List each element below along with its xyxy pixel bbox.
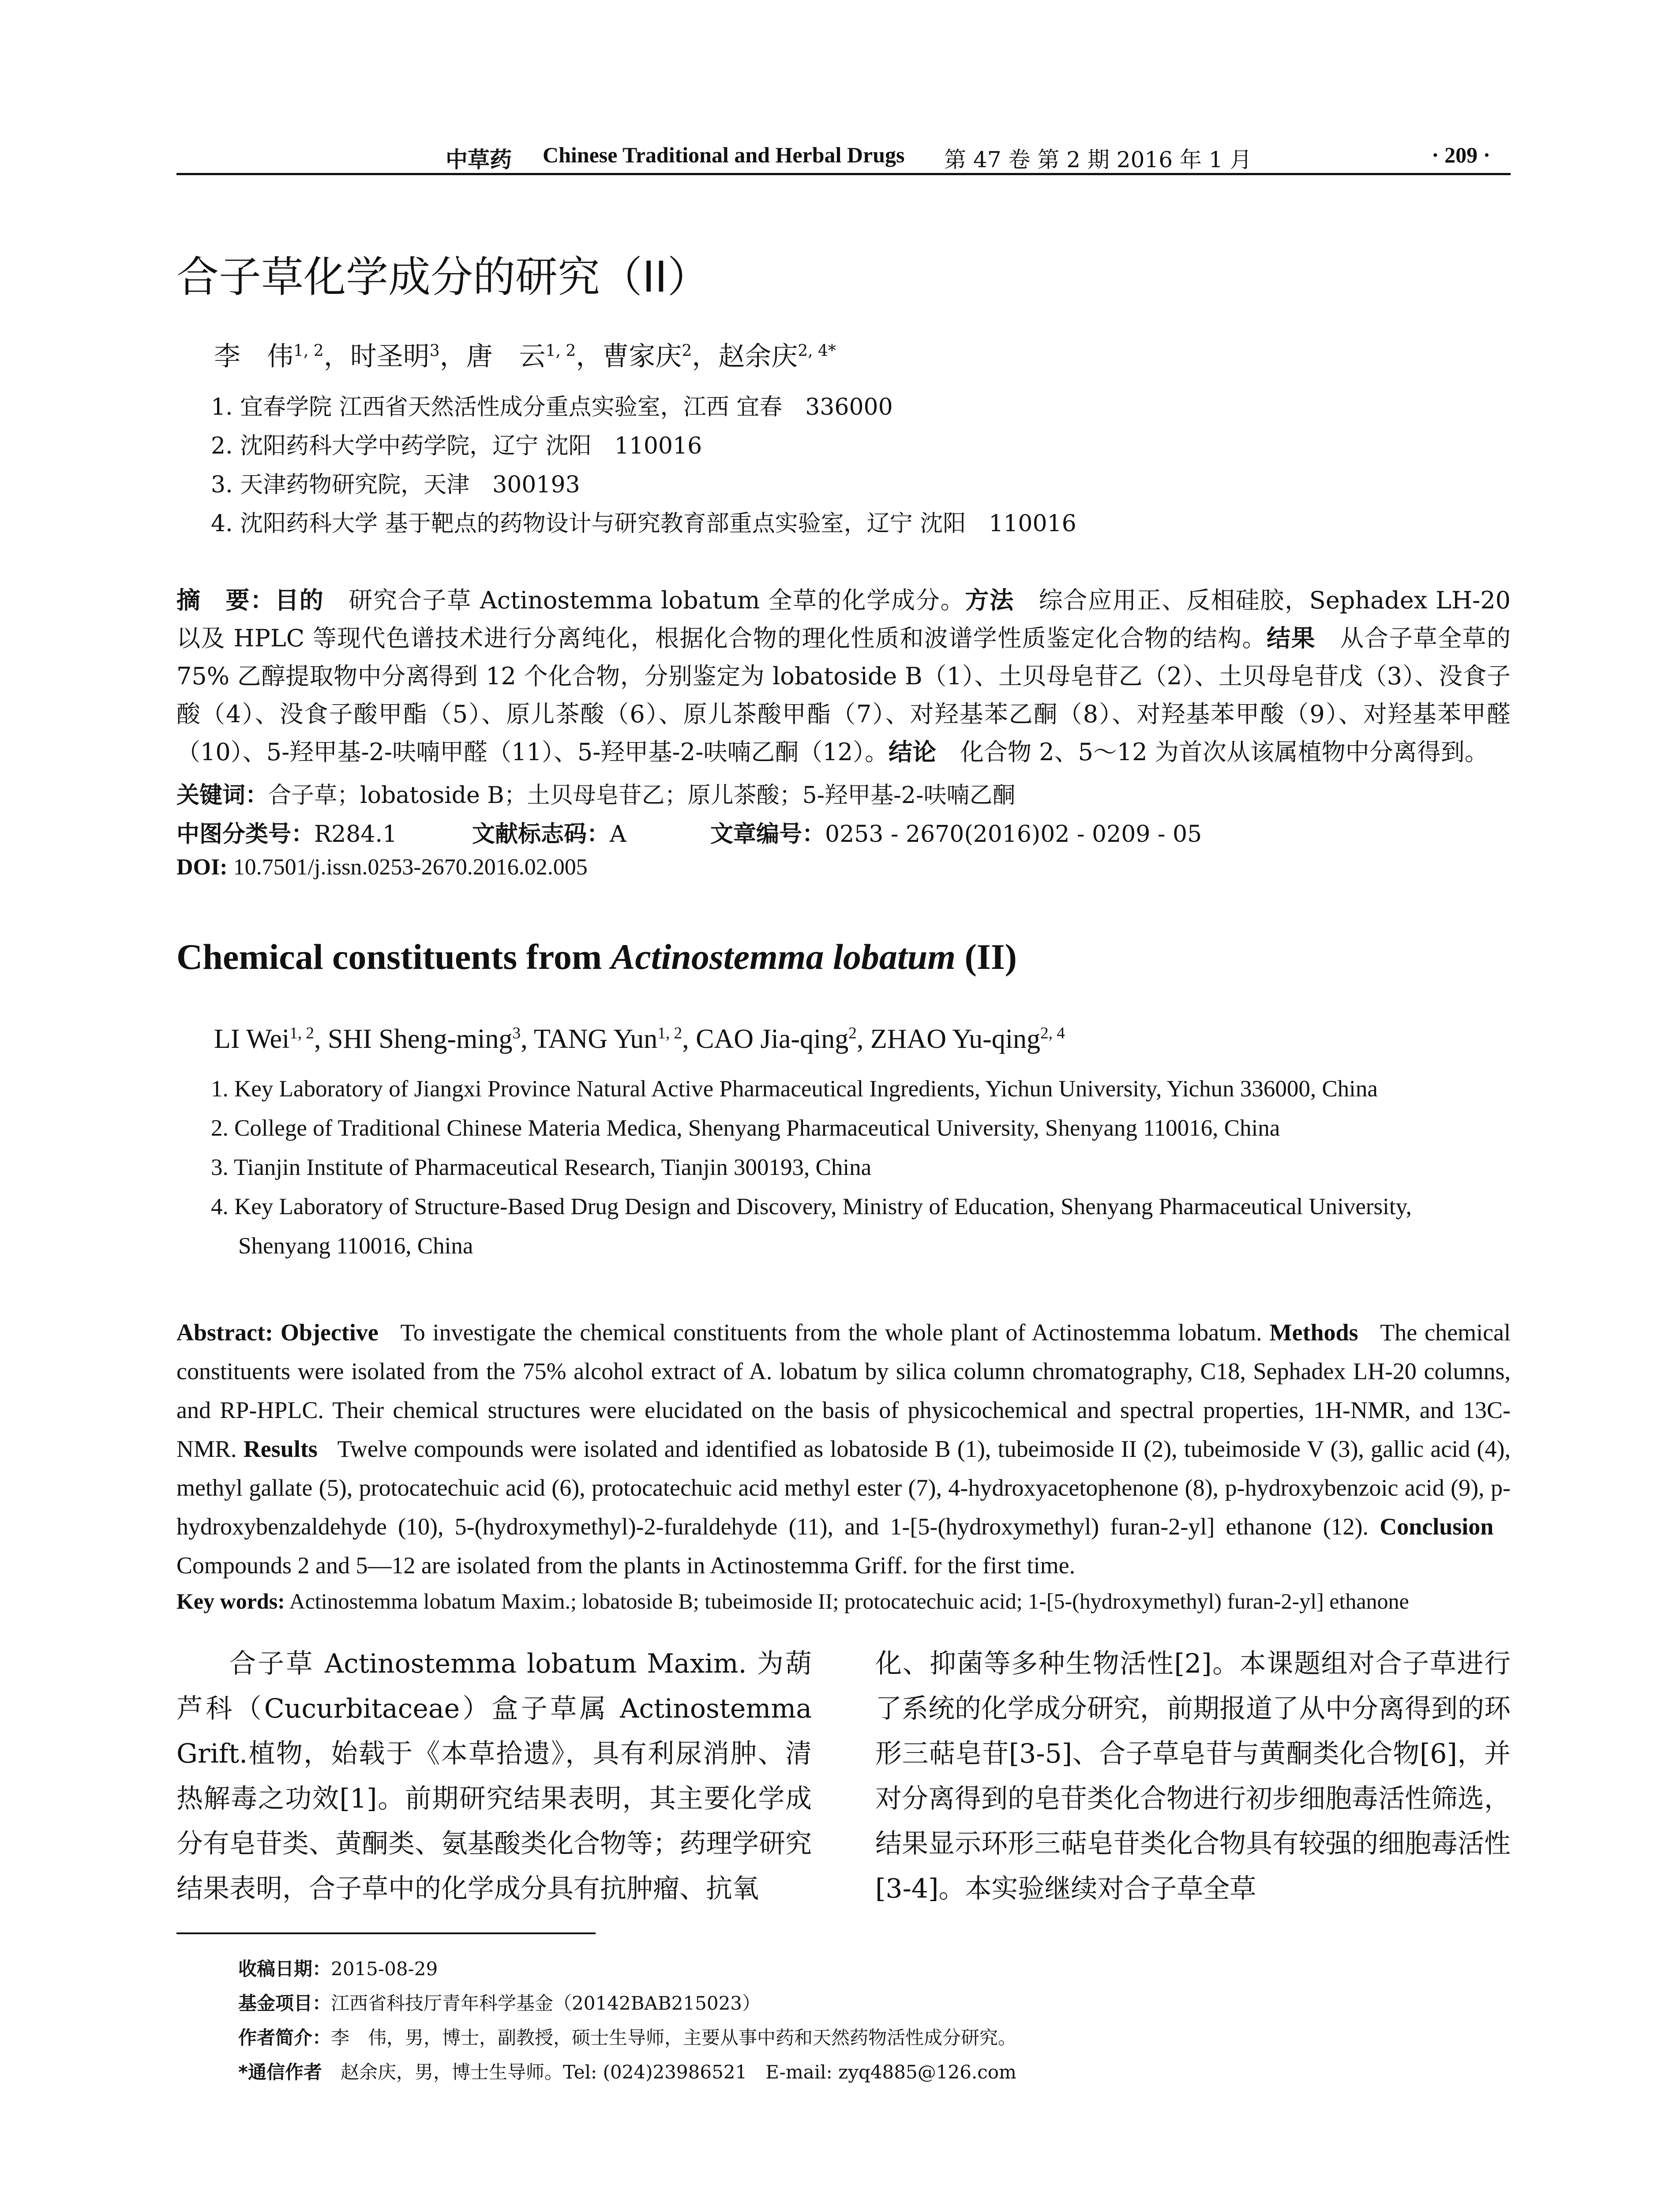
doc-code-value: A — [610, 821, 626, 848]
footnote-rule — [176, 1932, 596, 1934]
classification-doc — [472, 815, 626, 848]
abstract-en-conclusion-label: Conclusion — [1380, 1513, 1494, 1540]
keywords-cn-label: 关键词： — [176, 782, 269, 809]
body-right-column: 化、抑菌等多种生物活性[2]。本课题组对合子草进行了系统的化学成分研究，前期报道了从中分离得到的环形三萜皂苷[3-5]、合子草皂苷与黄酮类化合物[6]，并对分离得到的皂苷类化合物进行初步细胞毒活性筛选，结果显示环形三萜皂苷类化合物具有较强的细胞毒活性[3-4]。本实验继续对合子草全草 — [875, 1648, 1511, 1904]
received-date: 2015-08-29 — [331, 1958, 438, 1980]
keywords-en-text: Actinostemma lobatum Maxim.; lobatoside B; tubeimoside II; protocatechuic acid; 1-[5-(hydroxymethyl) furan-2-yl] ethanone — [289, 1589, 1409, 1613]
abstract-en-label: Abstract: — [176, 1319, 273, 1346]
abstract-cn-label: 摘 要： — [176, 586, 275, 614]
affiliation-cn-3: 3. 天津药物研究院，天津 300193 — [211, 472, 580, 498]
doi-value[interactable]: 10.7501/j.issn.0253-2670.2016.02.005 — [233, 855, 588, 880]
clc-label: 中图分类号： — [176, 821, 315, 848]
abstract-cn-methods: 综合应用正、反相硅胶，Sephadex LH-20 以及 HPLC 等现代色谱技术进行分离纯化，根据化合物的理化性质和波谱学性质鉴定化合物的结构。 — [176, 586, 1511, 652]
abstract-cn-objective: 研究合子草 Actinostemma lobatum 全草的化学成分。 — [349, 586, 965, 614]
keywords-cn-text: 合子草；lobatoside B；土贝母皂苷乙；原儿茶酸；5-羟甲基-2-呋喃乙酮 — [268, 782, 1016, 809]
keywords-cn — [176, 777, 1015, 810]
authors-cn: 李 伟$^{1, 2}$，时圣明$^3$，唐 云$^{1, 2}$，曹家庆$^2$，赵余庆$^{2, 4*}$ — [214, 341, 836, 372]
corresponding-label: *通信作者 — [238, 2061, 322, 2083]
fund-text: 江西省科技厅青年科学基金（20142BAB215023） — [331, 1992, 761, 2014]
abstract-en-results-label: Results — [243, 1436, 318, 1462]
affiliation-cn-4: 4. 沈阳药科大学 基于靶点的药物设计与研究教育部重点实验室，辽宁 沈阳 110016 — [211, 510, 1076, 537]
corresponding-text: 赵余庆，男，博士生导师。Tel: (024)23986521 E-mail: zyq4885@126.com — [340, 2061, 1016, 2083]
abstract-cn — [176, 582, 1511, 771]
abstract-cn-methods-label: 方法 — [965, 586, 1014, 614]
abstract-cn-results: 从合子草全草的 75% 乙醇提取物中分离得到 12 个化合物，分别鉴定为 lobatoside B（1）、土贝母皂苷乙（2）、土贝母皂苷戊（3）、没食子酸（4）、没食子酸甲酯（5）、原儿茶酸（6）、原儿茶酸甲酯（7）、对羟基苯乙酮（8）、对羟基苯甲酸（9）、对羟基苯甲醛（10）、5-羟甲基-2-呋喃甲醛（11）、5-羟甲基-2-呋喃乙酮（12）。 — [176, 624, 1511, 766]
affiliation-en-3: 3. Tianjin Institute of Pharmaceutical Research, Tianjin 300193, China — [211, 1155, 872, 1180]
author-bio-text: 李 伟，男，博士，副教授，硕士生导师，主要从事中药和天然药物活性成分研究。 — [331, 2027, 1017, 2048]
page-number: · 209 · — [1432, 143, 1491, 167]
footnote-received — [238, 1955, 438, 1981]
body-left-column: 合子草 Actinostemma lobatum Maxim. 为葫芦科（Cucurbitaceae）盒子草属 Actinostemma Grift.植物，始载于《本草拾遗》，具有利尿消肿、清热解毒之功效[1]。前期研究结果表明，其主要化学成分有皂苷类、黄酮类、氨基酸类化合物等；药理学研究结果表明，合子草中的化学成分具有抗肿瘤、抗氧 — [176, 1648, 812, 1904]
title-en: Chemical constituents from Actinostemma lobatum (II) — [176, 937, 1017, 977]
classification-clc — [176, 815, 397, 848]
affiliation-cn-2: 2. 沈阳药科大学中药学院，辽宁 沈阳 110016 — [211, 433, 702, 459]
keywords-en-label: Key words: — [176, 1589, 285, 1613]
authors-en: LI Wei$^{1, 2}$, SHI Sheng-ming$^3$, TANG Yun$^{1, 2}$, CAO Jia-qing$^2$, ZHAO Yu-qing$^{2, 4}$ — [214, 1024, 1065, 1054]
affiliation-en-1: 1. Key Laboratory of Jiangxi Province Natural Active Pharmaceutical Ingredients, Yichun University, Yichun 336000, China — [211, 1076, 1378, 1102]
keywords-en — [176, 1588, 1409, 1614]
abstract-cn-conclusion-label: 结论 — [889, 738, 937, 766]
title-cn: 合子草化学成分的研究（II） — [176, 252, 710, 302]
journal-name-en: Chinese Traditional and Herbal Drugs — [543, 143, 905, 167]
received-label: 收稿日期： — [238, 1958, 331, 1980]
article-no-value: 0253 - 2670(2016)02 - 0209 - 05 — [825, 821, 1202, 848]
fund-label: 基金项目： — [238, 1992, 331, 2014]
author-bio-label: 作者简介： — [238, 2027, 331, 2048]
affiliation-en-4-cont: Shenyang 110016, China — [238, 1233, 473, 1259]
header-rule — [176, 173, 1511, 175]
footnote-fund — [238, 1989, 761, 2015]
abstract-cn-results-label: 结果 — [1267, 624, 1316, 652]
doc-code-label: 文献标志码： — [472, 821, 610, 848]
doi-label: DOI: — [176, 855, 228, 880]
abstract-cn-conclusion: 化合物 2、5～12 为首次从该属植物中分离得到。 — [960, 738, 1489, 766]
abstract-en-objective: To investigate the chemical constituents from the whole plant of Actinostemma lobatum. — [400, 1319, 1262, 1346]
clc-value: R284.1 — [314, 821, 398, 848]
abstract-en-methods-label: Methods — [1269, 1319, 1358, 1346]
abstract-cn-objective-label: 目的 — [274, 586, 324, 614]
footnote-corresponding — [238, 2058, 1016, 2084]
footnote-author — [238, 2023, 1016, 2050]
abstract-en-conclusion: Compounds 2 and 5—12 are isolated from the plants in Actinostemma Griff. for the first time. — [176, 1552, 1076, 1579]
affiliation-en-4: 4. Key Laboratory of Structure-Based Drug Design and Discovery, Ministry of Education, Shenyang Pharmaceutical University, — [211, 1194, 1412, 1219]
affiliation-cn-1: 1. 宜春学院 江西省天然活性成分重点实验室，江西 宜春 336000 — [211, 394, 893, 420]
abstract-en — [176, 1313, 1511, 1585]
article-no-label: 文章编号： — [710, 821, 825, 848]
abstract-en-objective-label: Objective — [280, 1319, 379, 1346]
abstract-en-results: Twelve compounds were isolated and identified as lobatoside B (1), tubeimoside II (2), tubeimoside V (3), gallic acid (4), methyl gallate (5), protocatechuic acid (6), protocatechuic acid methyl ester (7), 4-hydroxyacetophenone (8), p-hydroxybenzoic acid (9), p-hydroxybenzaldehyde (10), 5-(hydroxymethyl)-2-furaldehyde (11), and 1-[5-(hydroxymethyl) furan-2-yl] ethanone (12). — [176, 1436, 1511, 1540]
doi — [176, 854, 588, 880]
journal-name-cn: 中草药 — [446, 146, 512, 173]
issue-info: 第 47 卷 第 2 期 2016 年 1 月 — [944, 147, 1252, 173]
classification-article — [710, 815, 1202, 848]
affiliation-en-2: 2. College of Traditional Chinese Materia Medica, Shenyang Pharmaceutical University, Shenyang 110016, China — [211, 1115, 1280, 1141]
abstract-en-methods: The chemical constituents were isolated from the 75% alcohol extract of A. lobatum by silica column chromatography, C18, Sephadex LH-20 columns, and RP-HPLC. Their chemical structures were elucidated on the basis of physicochemical and spectral properties, 1H-NMR, and 13C-NMR. — [176, 1319, 1511, 1462]
